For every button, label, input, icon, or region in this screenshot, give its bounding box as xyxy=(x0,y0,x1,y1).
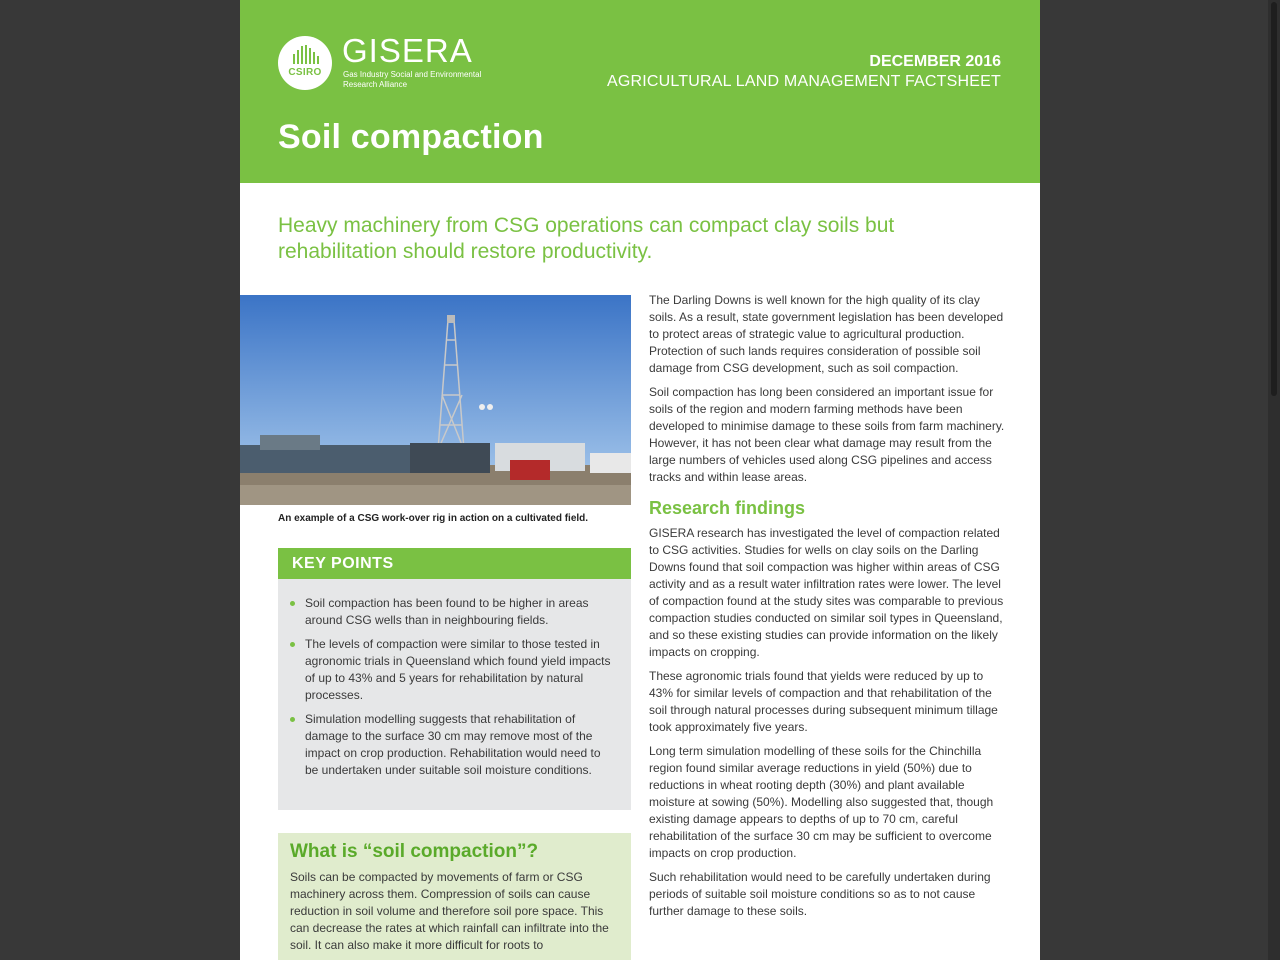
main-text-column xyxy=(649,292,1005,927)
header-banner xyxy=(240,0,1040,183)
key-point-text: Soil compaction has been found to be higher in areas around CSG wells than in neighbouring fields. xyxy=(305,596,589,627)
lead-statement: Heavy machinery from CSG operations can compact clay soils but rehabilitation should restore productivity. xyxy=(278,214,895,263)
scrollbar-thumb[interactable] xyxy=(1271,2,1277,396)
publication-date: DECEMBER 2016 xyxy=(869,53,1001,70)
csg-rig-photo xyxy=(240,295,631,505)
document-page xyxy=(240,0,1040,960)
intro-paragraph: The Darling Downs is well known for the high quality of its clay soils. As a result, state government legislation has been developed to protect areas of strategic value to agricultural production. Protection of such lands requires consideration of possible soil damage from CSG development, such as soil compaction. xyxy=(649,293,1004,375)
csiro-wordmark: CSIRO xyxy=(288,67,322,78)
what-is-heading: What is “soil compaction”? xyxy=(290,841,539,862)
what-is-body: Soils can be compacted by movements of farm or CSG machinery across them. Compression of soils can cause reduction in soil volume and therefore soil pore space. This can decrease the rates at which rainfall can infiltrate into the soil. It can also make it more difficult for roots to xyxy=(290,870,609,952)
key-points-heading: KEY POINTS xyxy=(278,548,631,579)
page-title: Soil compaction xyxy=(278,118,544,156)
research-findings-heading: Research findings xyxy=(649,498,806,518)
gisera-tagline: Gas Industry Social and Environmental Research Alliance xyxy=(343,70,482,89)
csiro-logo xyxy=(278,36,332,90)
list-item xyxy=(290,636,611,704)
list-item xyxy=(290,595,611,629)
key-point-text: The levels of compaction were similar to those tested in agronomic trials in Queensland which found yield impacts of up to 43% and 5 years for rehabilitation by natural processes. xyxy=(305,637,611,702)
list-item xyxy=(290,711,611,779)
findings-paragraph: These agronomic trials found that yields were reduced by up to 43% for similar levels of compaction and that rehabilitation of the soil through natural processes during subsequent minimum tillage took approximately five years. xyxy=(649,669,998,734)
intro-paragraph: Soil compaction has long been considered an important issue for soils of the region and modern farming methods have been developed to minimise damage to these soils from farm machinery. However, it has not been clear what damage may result from the large numbers of vehicles used along CSG pipelines and access tracks and within lease areas. xyxy=(649,385,1005,484)
bullet-icon xyxy=(290,642,295,647)
key-point-text: Simulation modelling suggests that rehabilitation of damage to the surface 30 cm may remove most of the impact on crop production. Rehabilitation would need to be undertaken under suitable soil moisture conditions. xyxy=(305,712,601,777)
photo-caption: An example of a CSG work-over rig in action on a cultivated field. xyxy=(278,513,589,524)
factsheet-series: AGRICULTURAL LAND MANAGEMENT FACTSHEET xyxy=(606,73,1001,90)
bullet-icon xyxy=(290,601,295,606)
findings-paragraph: Long term simulation modelling of these soils for the Chinchilla region found similar average reductions in yield (50%) due to reductions in wheat rooting depth (30%) and plant available moisture at sowing (50%). Modelling also suggested that, though existing damage appears to depths of up to 70 cm, careful rehabilitation of the surface 30 cm may be sufficient to overcome impacts on crop production. xyxy=(649,744,994,860)
csiro-bars-icon xyxy=(278,36,332,90)
key-points-list xyxy=(278,579,631,779)
key-points-box xyxy=(278,548,631,810)
findings-paragraph: Such rehabilitation would need to be carefully undertaken during periods of suitable soil moisture conditions so as to not cause further damage to these soils. xyxy=(649,870,991,918)
findings-paragraph: GISERA research has investigated the level of compaction related to CSG activities. Studies for wells on clay soils on the Darling Downs found that soil compaction was higher within areas of CSG activity and as a result water infiltration rates were lower. The level of compaction found at the study sites was comparable to previous compaction studies conducted on similar soil types in Queensland, and so these existing studies can provide information on the likely impacts on cropping. xyxy=(649,526,1004,659)
what-is-box xyxy=(278,833,631,960)
gisera-wordmark: GISERA xyxy=(342,32,473,69)
vertical-scrollbar[interactable] xyxy=(1268,0,1280,960)
bullet-icon xyxy=(290,717,295,722)
